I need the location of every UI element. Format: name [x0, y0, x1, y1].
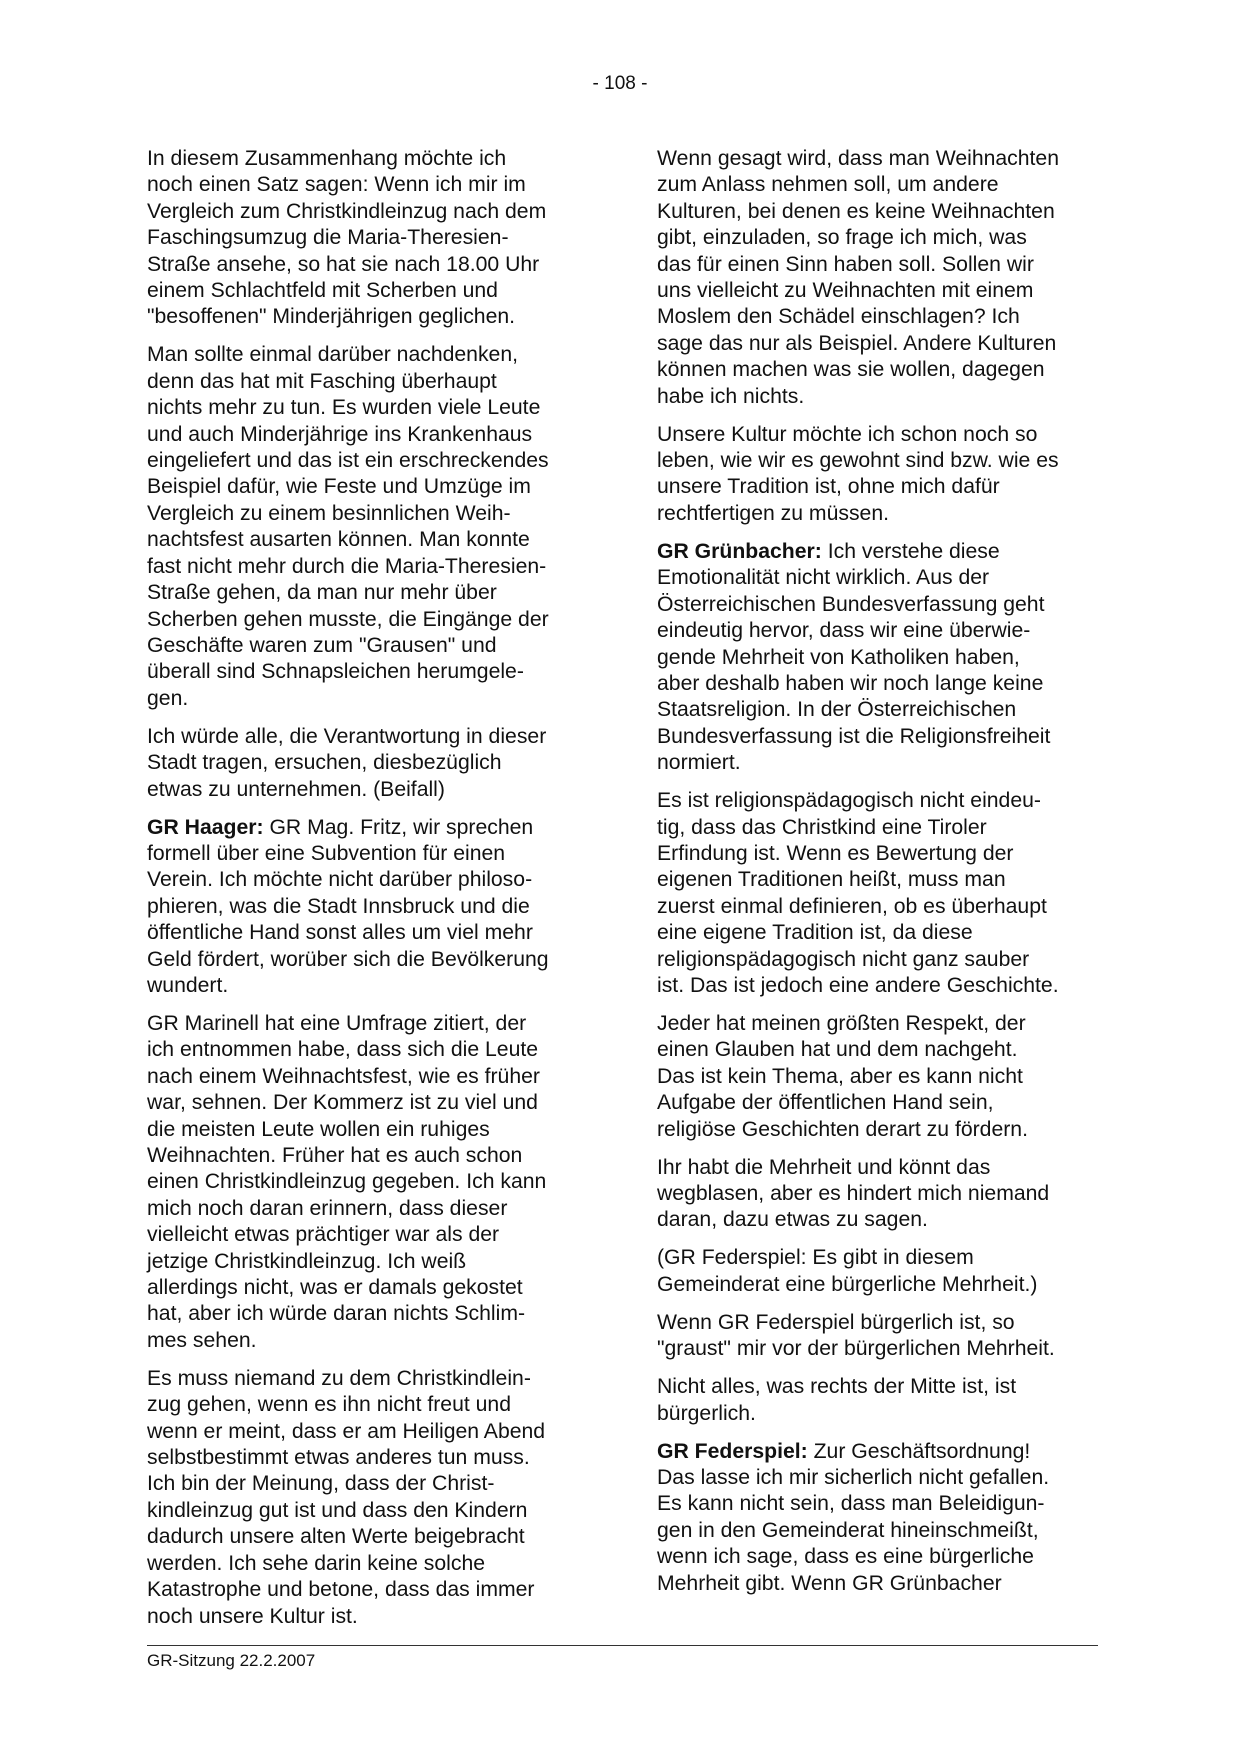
text-line: noch einen Satz sagen: Wenn ich mir im	[147, 173, 526, 197]
text-line: eingeliefert und das ist ein erschreckendes	[147, 449, 549, 473]
text-line: Straße gehen, da man nur mehr über	[147, 581, 497, 605]
text-line: unsere Tradition ist, ohne mich dafür	[657, 475, 1000, 499]
paragraph	[657, 1310, 1099, 1363]
paragraph	[147, 1011, 587, 1354]
text-line: einen Glauben hat und dem nachgeht.	[657, 1038, 1018, 1062]
text-line: Ich würde alle, die Verantwortung in dieser	[147, 724, 547, 748]
text-line: Mehrheit gibt. Wenn GR Grünbacher	[657, 1571, 1002, 1595]
footer-rule	[147, 1645, 1098, 1646]
right-column	[657, 146, 1099, 1609]
text-line: Wenn gesagt wird, dass man Weihnachten	[657, 147, 1060, 170]
left-column	[147, 146, 587, 1642]
text-line: rechtfertigen zu müssen.	[657, 501, 889, 525]
speaker-name: GR Grünbacher:	[657, 539, 822, 563]
text-line: Bundesverfassung ist die Religionsfreiheit	[657, 724, 1051, 748]
paragraph	[657, 788, 1099, 999]
paragraph	[657, 146, 1099, 410]
text-line: nach einem Weihnachtsfest, wie es früher	[147, 1064, 540, 1088]
text-line: Es ist religionspädagogisch nicht eindeu-	[657, 789, 1041, 813]
text-line: Beispiel dafür, wie Feste und Umzüge im	[147, 475, 531, 499]
text-line: vielleicht etwas prächtiger war als der	[147, 1223, 500, 1247]
text-line: Verein. Ich möchte nicht darüber philoso-	[147, 868, 533, 892]
text-line: jetzige Christkindleinzug. Ich weiß	[147, 1249, 467, 1273]
text-line: dadurch unsere alten Werte beigebracht	[147, 1525, 525, 1549]
paragraph	[657, 1439, 1099, 1597]
text-line: bürgerlich.	[657, 1401, 756, 1425]
text-line: Es muss niemand zu dem Christkindlein-	[147, 1366, 531, 1390]
text-line: "graust" mir vor der bürgerlichen Mehrheit.	[657, 1337, 1055, 1361]
text-line: Staatsreligion. In der Österreichischen	[657, 698, 1017, 722]
text-line: hat, aber ich würde daran nichts Schlim-	[147, 1302, 526, 1326]
text-line: werden. Ich sehe darin keine solche	[147, 1551, 486, 1575]
text-line: können machen was sie wollen, dagegen	[657, 358, 1045, 382]
text-line: (GR Federspiel: Es gibt in diesem	[657, 1246, 974, 1270]
text-line: Scherben gehen musste, die Eingänge der	[147, 607, 549, 631]
text-line: normiert.	[657, 751, 741, 775]
text-line: gen.	[147, 686, 189, 710]
text-line: Jeder hat meinen größten Respekt, der	[657, 1011, 1026, 1035]
paragraph	[657, 1374, 1099, 1427]
text-line: phieren, was die Stadt Innsbruck und die	[147, 894, 530, 918]
text-line: Zur Geschäftsordnung!	[807, 1439, 1031, 1463]
text-line: uns vielleicht zu Weihnachten mit einem	[657, 279, 1034, 303]
text-line: wundert.	[147, 973, 229, 997]
paragraph	[147, 724, 587, 803]
text-line: fast nicht mehr durch die Maria-Theresien-	[147, 554, 547, 578]
paragraph	[657, 1245, 1099, 1298]
text-line: wenn ich sage, dass es eine bürgerliche	[657, 1545, 1034, 1569]
text-line: ist. Das ist jedoch eine andere Geschichte.	[657, 973, 1059, 997]
text-line: überall sind Schnapsleichen herumgele-	[147, 660, 524, 684]
text-line: Das ist kein Thema, aber es kann nicht	[657, 1064, 1023, 1088]
text-line: Österreichischen Bundesverfassung geht	[657, 592, 1045, 616]
text-line: eine eigene Tradition ist, da diese	[657, 921, 973, 945]
page-number: - 108 -	[592, 73, 648, 94]
text-line: zum Anlass nehmen soll, um andere	[657, 173, 999, 197]
text-line: Emotionalität nicht wirklich. Aus der	[657, 566, 990, 590]
text-line: Weihnachten. Früher hat es auch schon	[147, 1144, 523, 1167]
paragraph	[657, 1155, 1099, 1234]
text-line: Geschäfte waren zum "Grausen" und	[147, 633, 497, 657]
text-line: Ihr habt die Mehrheit und könnt das	[657, 1155, 991, 1179]
text-line: Vergleich zum Christkindleinzug nach dem	[147, 199, 547, 223]
text-line: gende Mehrheit von Katholiken haben,	[657, 645, 1020, 669]
text-line: etwas zu unternehmen. (Beifall)	[147, 777, 445, 801]
text-line: Gemeinderat eine bürgerliche Mehrheit.)	[657, 1272, 1038, 1296]
text-line: zug gehen, wenn es ihn nicht freut und	[147, 1393, 511, 1417]
text-line: eigenen Traditionen heißt, muss man	[657, 868, 1006, 892]
text-line: religiöse Geschichten derart zu fördern.	[657, 1117, 1028, 1141]
text-line: Stadt tragen, ersuchen, diesbezüglich	[147, 751, 502, 775]
paragraph	[657, 1011, 1099, 1143]
speaker-name: GR Federspiel:	[657, 1439, 808, 1463]
text-line: Man sollte einmal darüber nachdenken,	[147, 343, 519, 367]
text-line: daran, dazu etwas zu sagen.	[657, 1208, 928, 1232]
text-line: formell über eine Subvention für einen	[147, 841, 506, 865]
text-line: kindleinzug gut ist und dass den Kindern	[147, 1498, 528, 1522]
text-line: einem Schlachtfeld mit Scherben und	[147, 279, 498, 303]
text-line: Wenn GR Federspiel bürgerlich ist, so	[657, 1310, 1015, 1334]
text-line: ich entnommen habe, dass sich die Leute	[147, 1038, 539, 1062]
text-line: Unsere Kultur möchte ich schon noch so	[657, 422, 1038, 446]
text-line: habe ich nichts.	[657, 384, 805, 408]
text-line: wegblasen, aber es hindert mich niemand	[657, 1182, 1050, 1205]
text-line: nichts mehr zu tun. Es wurden viele Leute	[147, 396, 541, 420]
text-line: "besoffenen" Minderjährigen geglichen.	[147, 305, 516, 329]
text-line: das für einen Sinn haben soll. Sollen wir	[657, 252, 1034, 276]
text-line: selbstbestimmt etwas anderes tun muss.	[147, 1446, 530, 1470]
footer-text: GR-Sitzung 22.2.2007	[147, 1651, 316, 1670]
text-line: Geld fördert, worüber sich die Bevölkerung	[147, 947, 549, 971]
text-line: mes sehen.	[147, 1328, 257, 1352]
text-line: Ich verstehe diese	[821, 539, 1000, 563]
text-line: wenn er meint, dass er am Heiligen Abend	[147, 1419, 546, 1443]
paragraph	[147, 1366, 587, 1630]
paragraph	[147, 342, 587, 712]
text-line: allerdings nicht, was er damals gekostet	[147, 1276, 523, 1300]
text-line: zuerst einmal definieren, ob es überhaupt	[657, 894, 1047, 918]
text-line: Faschingsumzug die Maria-Theresien-	[147, 226, 509, 250]
text-line: aber deshalb haben wir noch lange keine	[657, 671, 1044, 695]
text-line: denn das hat mit Fasching überhaupt	[147, 369, 497, 393]
text-line: GR Marinell hat eine Umfrage zitiert, der	[147, 1011, 527, 1035]
text-line: sage das nur als Beispiel. Andere Kulturen	[657, 331, 1057, 355]
text-line: tig, dass das Christkind eine Tiroler	[657, 815, 987, 839]
paragraph	[657, 422, 1099, 528]
text-line: Aufgabe der öffentlichen Hand sein,	[657, 1091, 994, 1115]
paragraph	[147, 146, 587, 331]
text-line: Moslem den Schädel einschlagen? Ich	[657, 305, 1020, 329]
text-line: In diesem Zusammenhang möchte ich	[147, 147, 507, 170]
text-line: gibt, einzuladen, so frage ich mich, was	[657, 226, 1027, 250]
text-line: Ich bin der Meinung, dass der Christ-	[147, 1472, 495, 1496]
paragraph	[147, 815, 587, 1000]
text-line: öffentliche Hand sonst alles um viel mehr	[147, 921, 533, 945]
text-line: Nicht alles, was rechts der Mitte ist, ist	[657, 1375, 1017, 1399]
text-line: Straße ansehe, so hat sie nach 18.00 Uhr	[147, 252, 540, 276]
text-line: die meisten Leute wollen ein ruhiges	[147, 1117, 490, 1141]
speaker-name: GR Haager:	[147, 815, 264, 839]
text-line: Vergleich zu einem besinnlichen Weih-	[147, 501, 511, 525]
text-line: war, sehnen. Der Kommerz ist zu viel und	[147, 1091, 538, 1115]
paragraph	[657, 539, 1099, 777]
text-line: mich noch daran erinnern, dass dieser	[147, 1196, 508, 1220]
text-line: Erfindung ist. Wenn es Bewertung der	[657, 841, 1014, 865]
text-line: leben, wie wir es gewohnt sind bzw. wie es	[657, 449, 1059, 473]
text-line: eindeutig hervor, dass wir eine überwie-	[657, 619, 1031, 643]
text-line: Kulturen, bei denen es keine Weihnachten	[657, 199, 1055, 223]
text-line: und auch Minderjährige ins Krankenhaus	[147, 422, 533, 446]
text-line: religionspädagogisch nicht ganz sauber	[657, 947, 1030, 971]
text-line: noch unsere Kultur ist.	[147, 1604, 358, 1628]
text-line: GR Mag. Fritz, wir sprechen	[263, 815, 534, 839]
text-line: Es kann nicht sein, dass man Beleidigun-	[657, 1492, 1045, 1516]
text-line: nachtsfest ausarten können. Man konnte	[147, 528, 530, 552]
text-line: Katastrophe und betone, dass das immer	[147, 1578, 535, 1602]
text-line: einen Christkindleinzug gegeben. Ich kann	[147, 1170, 547, 1194]
text-line: Das lasse ich mir sicherlich nicht gefallen.	[657, 1466, 1050, 1490]
text-line: gen in den Gemeinderat hineinschmeißt,	[657, 1518, 1039, 1542]
